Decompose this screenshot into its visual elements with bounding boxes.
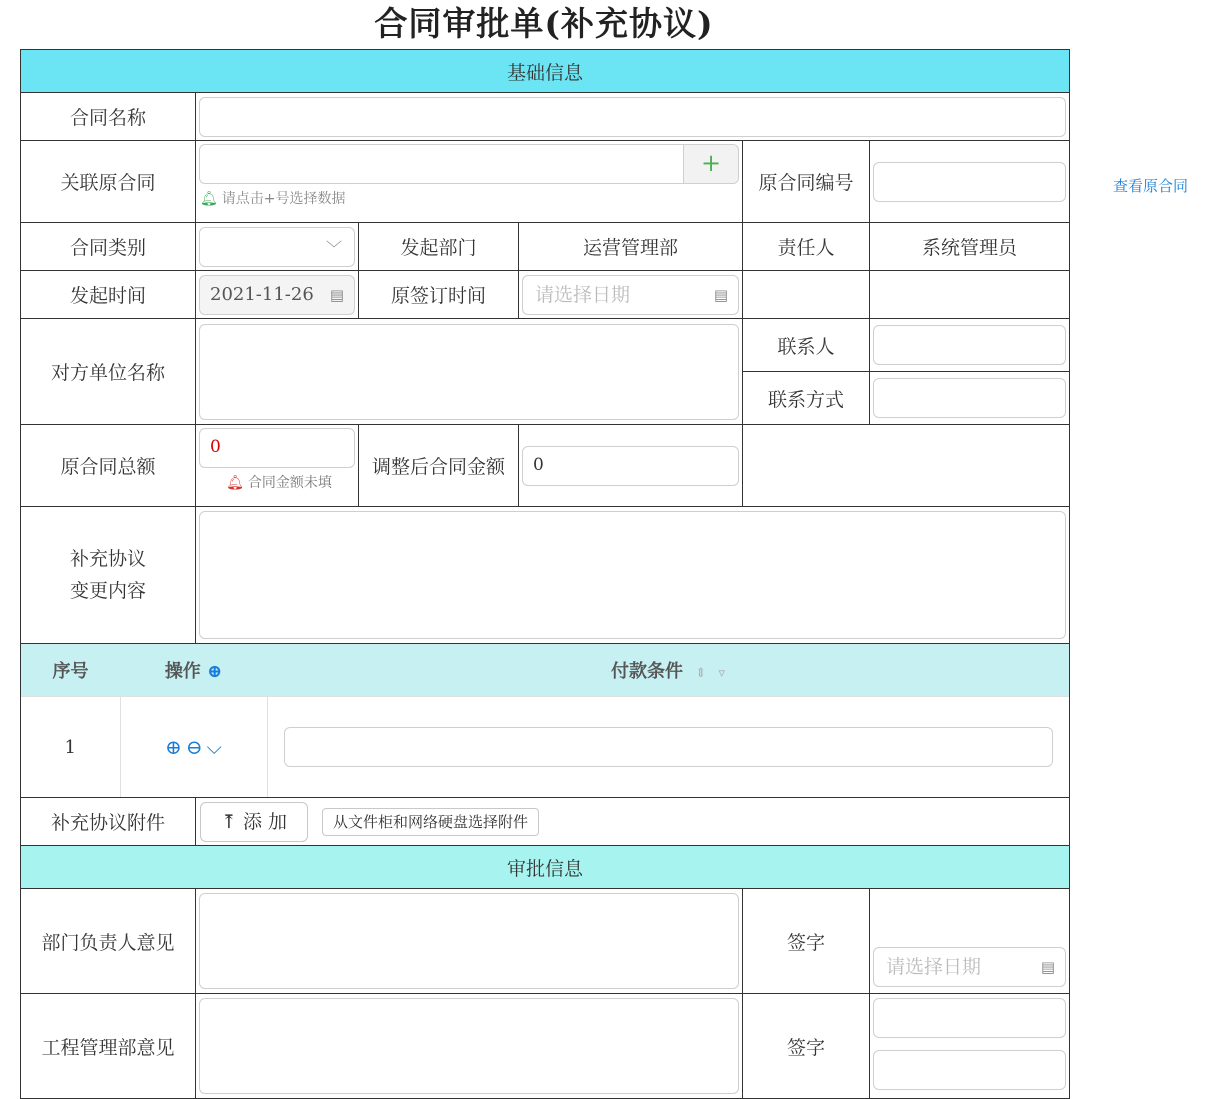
- dept-head-opinion-textarea[interactable]: [199, 893, 739, 989]
- add-circle-icon[interactable]: ⊕: [165, 735, 182, 759]
- adjusted-amount-input[interactable]: 0: [522, 446, 739, 486]
- payment-table: [21, 644, 1069, 797]
- upload-icon: ⤒: [221, 810, 237, 833]
- counterparty-textarea[interactable]: [199, 324, 739, 420]
- sort-icon[interactable]: ⇕: [695, 666, 707, 681]
- bell-icon: 🔔︎: [226, 475, 244, 491]
- original-total-input[interactable]: 0: [199, 428, 355, 468]
- original-sign-date-label: 原签订时间: [359, 271, 519, 319]
- amount-hint: 🔔︎ 合同金额未填: [226, 475, 332, 491]
- add-related-contract-button[interactable]: +: [683, 145, 738, 183]
- original-sign-date-input[interactable]: 请选择日期 ▤: [522, 275, 739, 315]
- supplement-change-label: 补充协议 变更内容: [21, 507, 196, 644]
- start-time-label: 发起时间: [21, 271, 196, 319]
- original-contract-no-label: 原合同编号: [743, 141, 870, 223]
- approval-form: [20, 49, 1069, 1099]
- sign-label: 签字: [743, 994, 870, 1099]
- contract-name-input[interactable]: [199, 97, 1066, 137]
- choose-from-cabinet-button[interactable]: 从文件柜和网络硬盘选择附件: [322, 808, 539, 836]
- contract-name-label: 合同名称: [21, 93, 196, 141]
- add-row-icon[interactable]: ⊕: [207, 661, 223, 682]
- view-original-contract-link[interactable]: 查看原合同: [1113, 177, 1189, 195]
- empty-cell: [870, 271, 1070, 319]
- contact-method-label: 联系方式: [743, 372, 870, 425]
- filter-icon[interactable]: ▿: [718, 666, 726, 681]
- sign-label: 签字: [743, 889, 870, 994]
- empty-cell: [743, 425, 1070, 507]
- eng-dept-sign-date[interactable]: [873, 1050, 1066, 1090]
- chevron-down-circle-icon[interactable]: ⌵: [206, 735, 222, 759]
- approval-info-header: 审批信息: [21, 846, 1070, 889]
- adjusted-amount-label: 调整后合同金额: [359, 425, 519, 507]
- counterparty-label: 对方单位名称: [21, 319, 196, 425]
- eng-dept-opinion-textarea[interactable]: [199, 998, 739, 1094]
- row-ops: [120, 697, 267, 798]
- dept-label: 发起部门: [359, 223, 519, 271]
- related-contract-label: 关联原合同: [21, 141, 196, 223]
- calendar-icon: ▤: [1040, 958, 1056, 976]
- owner-value: 系统管理员: [870, 223, 1070, 271]
- basic-info-header: 基础信息: [21, 50, 1070, 93]
- eng-dept-opinion-label: 工程管理部意见: [21, 994, 196, 1099]
- contact-label: 联系人: [743, 319, 870, 372]
- calendar-icon: ▤: [713, 285, 728, 304]
- op-header: 操作 ⊕: [120, 644, 267, 697]
- original-total-label: 原合同总额: [21, 425, 196, 507]
- contract-type-label: 合同类别: [21, 223, 196, 271]
- bell-icon: 🔔︎: [200, 191, 218, 207]
- empty-cell: [743, 271, 870, 319]
- dept-head-sign-date[interactable]: 请选择日期 ▤: [873, 947, 1066, 987]
- attachment-label: 补充协议附件: [21, 798, 196, 846]
- payment-condition-input[interactable]: [284, 727, 1054, 767]
- seq-header: 序号: [21, 644, 120, 697]
- contact-method-input[interactable]: [873, 378, 1066, 418]
- chevron-down-icon: ﹀: [325, 238, 342, 258]
- owner-label: 责任人: [743, 223, 870, 271]
- remove-circle-icon[interactable]: ⊖: [185, 735, 203, 759]
- page-title: 合同审批单(补充协议): [374, 4, 714, 43]
- contact-input[interactable]: [873, 325, 1066, 365]
- supplement-change-textarea[interactable]: [199, 511, 1066, 639]
- add-attachment-button[interactable]: ⤒ 添 加: [200, 802, 308, 842]
- related-contract-hint: 🔔︎ 请点击+号选择数据: [200, 191, 346, 207]
- payment-condition-header: 付款条件 ⇕ ▿: [267, 644, 1069, 697]
- related-contract-input[interactable]: [199, 144, 739, 184]
- contract-type-select[interactable]: [199, 227, 355, 267]
- eng-dept-sign-input[interactable]: [873, 998, 1066, 1038]
- start-time-input[interactable]: 2021-11-26 ▤: [199, 275, 355, 315]
- row-seq: 1: [21, 697, 120, 798]
- dept-value: 运营管理部: [519, 223, 743, 271]
- calendar-icon: ▤: [329, 285, 344, 304]
- table-row: [21, 697, 1069, 798]
- dept-head-opinion-label: 部门负责人意见: [21, 889, 196, 994]
- original-contract-no-input[interactable]: [873, 162, 1066, 202]
